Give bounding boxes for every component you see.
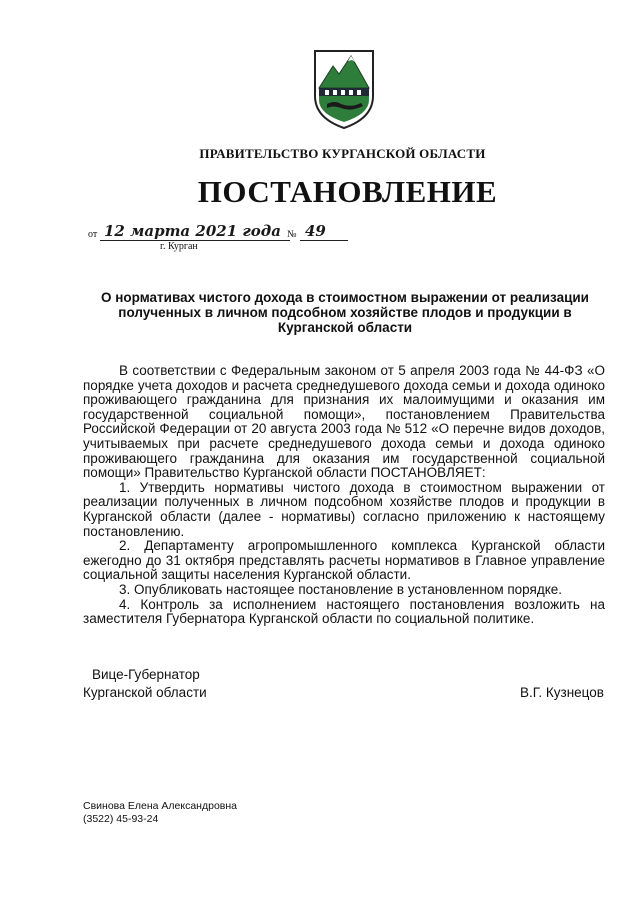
resolution-body (83, 364, 605, 627)
item-3-paragraph: 3. Опубликовать настоящее постановление в установленном порядке. (119, 581, 563, 597)
executor-name: Свинова Елена Александровна (83, 800, 237, 812)
item-2-paragraph: 2. Департаменту агропромышленного комплекса Курганской области ежегодно до 31 октября представлять расчеты нормативов в Главное управление социальной защиты населения Курганской области. (83, 538, 605, 583)
signatory-name: В.Г. Кузнецов (520, 685, 604, 700)
preamble-paragraph: В соответствии с Федеральным законом от 5 апреля 2003 года № 44-ФЗ «О порядке учета доходов и расчета среднедушевого дохода семьи и дохода одиноко проживающего гражданина для признания их малоимущими и оказания им государственной социальной помощи», постановлением Правительства Российской Федерации от 20 августа 2003 года № 512 «О перечне видов доходов, учитываемых при расчете среднедушевого дохода семьи и дохода одиноко проживающего гражданина для оказания им государственной социальной помощи» Правительство Курганской области ПОСТАНОВЛЯЕТ: (83, 363, 605, 481)
coat-of-arms-emblem (311, 48, 377, 130)
item-1-paragraph: 1. Утвердить нормативы чистого дохода в стоимостном выражении от реализации полученных в личном подсобном хозяйстве плодов и продукции в Курганской области (далее - нормативы) согласно приложению к настоящему постановлению. (83, 479, 605, 539)
number-underline (300, 240, 348, 241)
executor-phone: (3522) 45-93-24 (83, 813, 159, 825)
authority-name: ПРАВИТЕЛЬСТВО КУРГАНСКОЙ ОБЛАСТИ (199, 146, 486, 161)
place-label: г. Курган (160, 241, 198, 252)
number-prefix: № (287, 229, 297, 240)
document-type-title: ПОСТАНОВЛЕНИЕ (197, 174, 498, 209)
date-handwritten: 12 марта 2021 года (104, 222, 281, 240)
date-prefix: от (88, 229, 98, 240)
signatory-position-line1: Вице-Губернатор (92, 667, 200, 682)
signatory-position-line2: Курганской области (83, 685, 207, 700)
resolution-title: О нормативах чистого дохода в стоимостном выражении от реализации полученных в личном подсобном хозяйстве плодов и продукции в Курганской области (101, 290, 589, 335)
number-handwritten: 49 (305, 222, 326, 240)
item-4-paragraph: 4. Контроль за исполнением настоящего постановления возложить на заместителя Губернатора Курганской области по социальной политике. (83, 596, 605, 627)
